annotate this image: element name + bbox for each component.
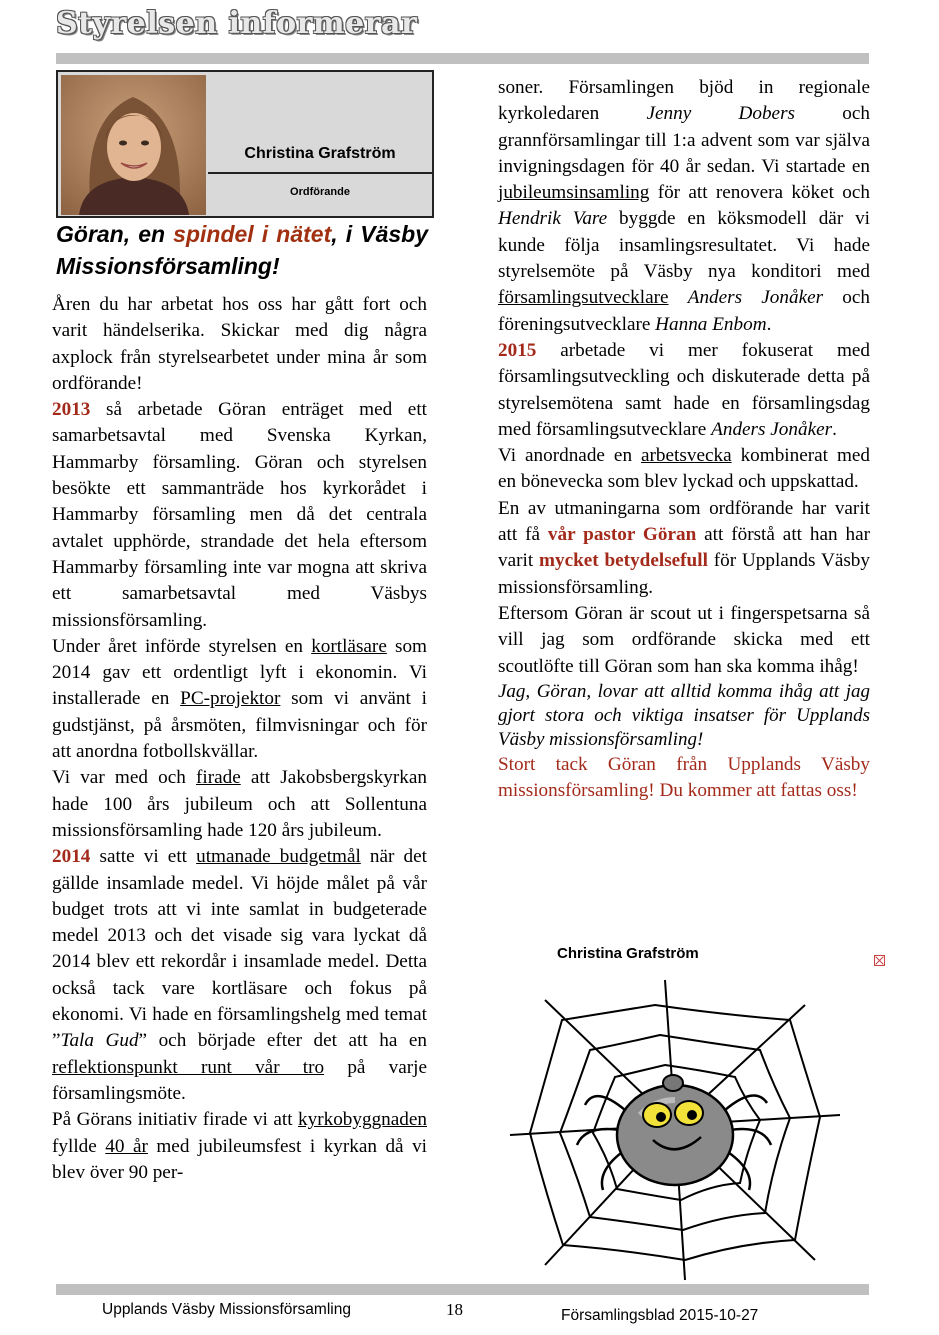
year-label: 2014 <box>52 846 91 868</box>
spider-illustration <box>505 975 845 1285</box>
headline-part: Göran, en <box>56 221 174 247</box>
thanks-paragraph: Stort tack Göran från Upplands Väsby missionsförsamling! Du kommer att fattas oss! <box>498 753 870 802</box>
headline-part: , i Väsby Missionsförsamling! <box>56 221 428 279</box>
left-column <box>52 292 427 1186</box>
paragraph: Vi var med och firade att Jakobsbergskyrkan hade 100 års jubileum och att Sollentuna missionsförsamling hade 120 års jubileum. <box>52 767 427 841</box>
paragraph: soner. Församlingen bjöd in regionale kyrkoledaren Jenny Dobers och grannförsamlingar till 1:a advent som var själva invigningsdagen för 40 år sedan. Vi startade en jubileumsinsamling för att renovera köket och Hendrik Vare byggde en köksmodell där vi kunde följa insamlingsresultatet. Vi hade styrelsemöte på Väsby nya konditori med församlingsutvecklare Anders Jonåker och föreningsutvecklare Hanna Enbom. <box>498 77 871 335</box>
portrait-role: Ordförande <box>290 186 350 198</box>
paragraph: Vi anordnade en arbetsvecka kombinerat med en bönevecka som blev lyckad och uppskattad. <box>498 445 870 493</box>
paragraph: 2013 så arbetade Göran enträget med ett samarbetsavtal med Svenska Kyrkan, Hammarby församling. Göran och styrelsen besökte ett sammanträde hos kyrkorådet i Hammarby församling men då det centrala avtalet upphörde, strandade det hela eftersom Hammarby församling inte var mogna att skriva ett samarbetsavtal med Väsbys missionsförsamling. <box>52 399 427 631</box>
signature: Christina Grafström <box>557 945 699 962</box>
paragraph: På Görans initiativ firade vi att kyrkobyggnaden fyllde 40 år med jubileumsfest i kyrkan då vi blev över 90 per- <box>52 1109 427 1183</box>
year-label: 2015 <box>498 339 537 361</box>
page-number: 18 <box>446 1300 463 1319</box>
year-label: 2013 <box>52 399 91 421</box>
article-headline <box>56 218 428 282</box>
page-title: Styrelsen informerar <box>56 6 418 41</box>
portrait-name: Christina Grafström <box>244 145 396 162</box>
portrait-divider <box>208 172 434 174</box>
footer-issue-date: Församlingsblad 2015-10-27 <box>561 1307 759 1324</box>
scout-promise: Jag, Göran, lovar att alltid komma ihåg att jag gjort stora och viktiga insatser för Upplands Väsby missionsförsamling! <box>498 680 870 750</box>
footer-organization: Upplands Väsby Missionsförsamling <box>102 1301 351 1318</box>
headline-highlight: spindel i nätet <box>173 221 332 247</box>
broken-image-icon <box>874 955 885 966</box>
paragraph: En av utmaningarna som ordförande har varit att få vår pastor Göran att förstå att han har varit mycket betydelsefull för Upplands Väsby missionsförsamling. <box>498 497 870 598</box>
paragraph: 2014 satte vi ett utmanade budgetmål när det gällde insamlade medel. Vi höjde målet på vår budget trots att vi inte samlat in budgeterade medel 2013 och det visade sig vara lyckat då 2014 blev ett rekordår i insamlade medel. Detta också tack vare kortläsare och fokus på ekonomi. Vi hade en församlingshelg med temat ”Tala Gud” och började efter det att ha en reflektionspunkt runt vår tro på varje församlingsmöte. <box>52 846 427 1104</box>
top-rule <box>56 53 869 64</box>
bottom-rule <box>56 1284 869 1295</box>
portrait-box <box>56 70 434 218</box>
paragraph: Åren du har arbetat hos oss har gått fort och varit händelserika. Skickar med dig några axplock från styrelsearbetet under mina år som ordförande! <box>52 294 427 394</box>
paragraph: 2015 arbetade vi mer fokuserat med församlingsutveckling och diskuterade detta på styrelsemötena samt hade en församlingsdag med församlingsutvecklare Anders Jonåker. <box>498 339 870 440</box>
right-column <box>498 75 870 804</box>
portrait-photo <box>61 75 206 215</box>
paragraph: Under året införde styrelsen en kortläsare som 2014 gav ett ordentligt lyft i ekonomin. Vi installerade en PC-projektor som vi använt i gudstjänst, på årsmöten, filmvisningar och för att anordna fotbollskvällar. <box>52 635 428 763</box>
paragraph: Eftersom Göran är scout ut i fingerspetsarna så vill jag som ordförande skicka med ett scoutlöfte till Göran som han ska komma ihåg! <box>498 602 870 677</box>
